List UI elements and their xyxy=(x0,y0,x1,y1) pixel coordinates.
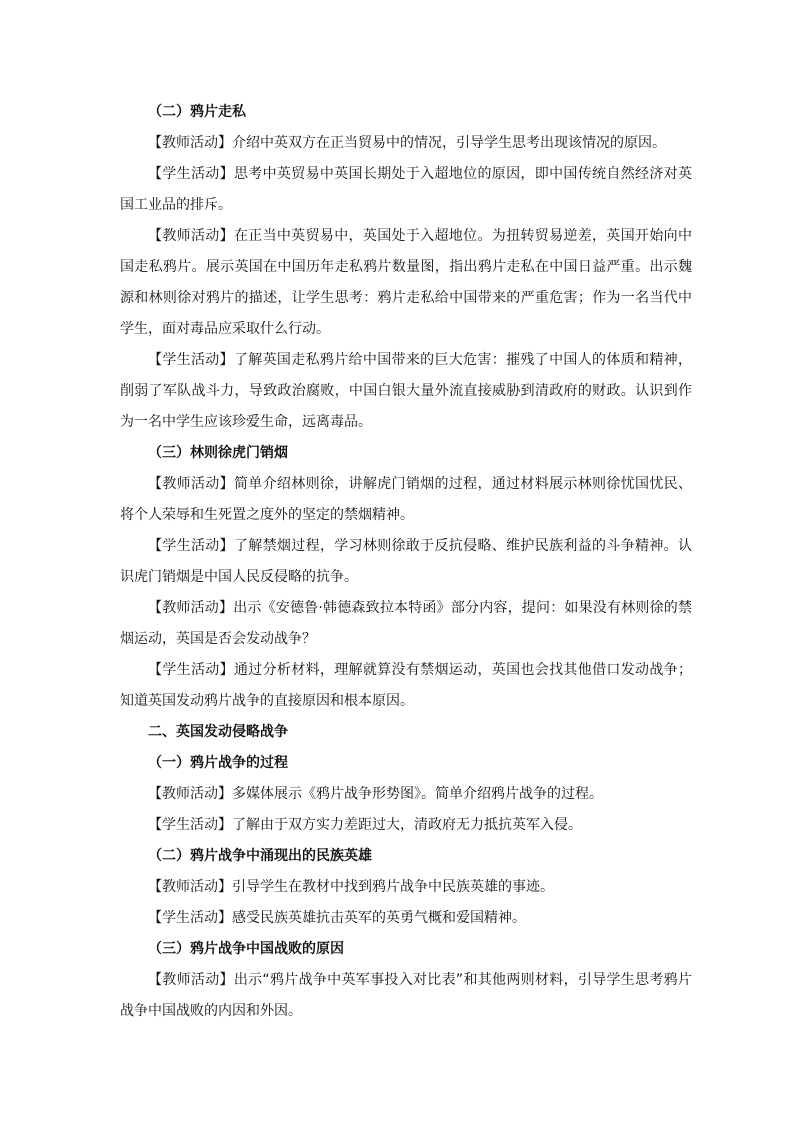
body-paragraph: 【教师活动】简单介绍林则徐，讲解虎门销烟的过程，通过材料展示林则徐忧国忧民、将个人荣辱和生死置之度外的坚定的禁烟精神。 xyxy=(120,476,692,523)
body-paragraph: 【学生活动】思考中英贸易中英国长期处于入超地位的原因，即中国传统自然经济对英国工业品的排斥。 xyxy=(120,166,692,213)
section-heading: （三）鸦片战争中国战败的原因 xyxy=(148,941,344,957)
body-paragraph: 【学生活动】了解由于双方实力差距过大，清政府无力抵抗英军入侵。 xyxy=(148,817,582,833)
body-paragraph: 【学生活动】通过分析材料，理解就算没有禁烟运动，英国也会找其他借口发动战争；知道英国发动鸦片战争的直接原因和根本原因。 xyxy=(120,662,692,709)
body-paragraph: 【教师活动】引导学生在教材中找到鸦片战争中民族英雄的事迹。 xyxy=(148,879,554,895)
body-paragraph: 【教师活动】在正当中英贸易中，英国处于入超地位。为扭转贸易逆差，英国开始向中国走私鸦片。展示英国在中国历年走私鸦片数量图，指出鸦片走私在中国日益严重。出示魏源和林则徐对鸦片的描述，让学生思考：鸦片走私给中国带来的严重危害；作为一名当代中学生，面对毒品应采取什么行动。 xyxy=(120,228,692,337)
body-paragraph: 【学生活动】了解禁烟过程，学习林则徐敢于反抗侵略、维护民族利益的斗争精神。认识虎门销烟是中国人民反侵略的抗争。 xyxy=(120,538,692,585)
section-heading: 二、英国发动侵略战争 xyxy=(148,724,288,740)
body-paragraph: 【教师活动】出示《安德鲁·韩德森致拉本特函》部分内容，提问：如果没有林则徐的禁烟运动，英国是否会发动战争？ xyxy=(120,600,692,647)
body-paragraph: 【学生活动】了解英国走私鸦片给中国带来的巨大危害：摧残了中国人的体质和精神，削弱了军队战斗力，导致政治腐败，中国白银大量外流直接威胁到清政府的财政。认识到作为一名中学生应该珍爱生命，远离毒品。 xyxy=(120,352,692,430)
body-paragraph: 【学生活动】感受民族英雄抗击英军的英勇气概和爱国精神。 xyxy=(148,910,526,926)
body-paragraph: 【教师活动】多媒体展示《鸦片战争形势图》。简单介绍鸦片战争的过程。 xyxy=(148,786,603,802)
section-heading: （二）鸦片战争中涌现出的民族英雄 xyxy=(148,848,372,864)
body-paragraph: 【教师活动】出示“鸦片战争中英军事投入对比表”和其他两则材料，引导学生思考鸦片战争中国战败的内因和外因。 xyxy=(120,972,692,1019)
section-heading: （一）鸦片战争的过程 xyxy=(148,755,288,771)
body-paragraph: 【教师活动】介绍中英双方在正当贸易中的情况，引导学生思考出现该情况的原因。 xyxy=(148,135,666,151)
section-heading: （二）鸦片走私 xyxy=(148,104,246,120)
document-body xyxy=(120,97,692,1027)
section-heading: （三）林则徐虎门销烟 xyxy=(148,445,288,461)
